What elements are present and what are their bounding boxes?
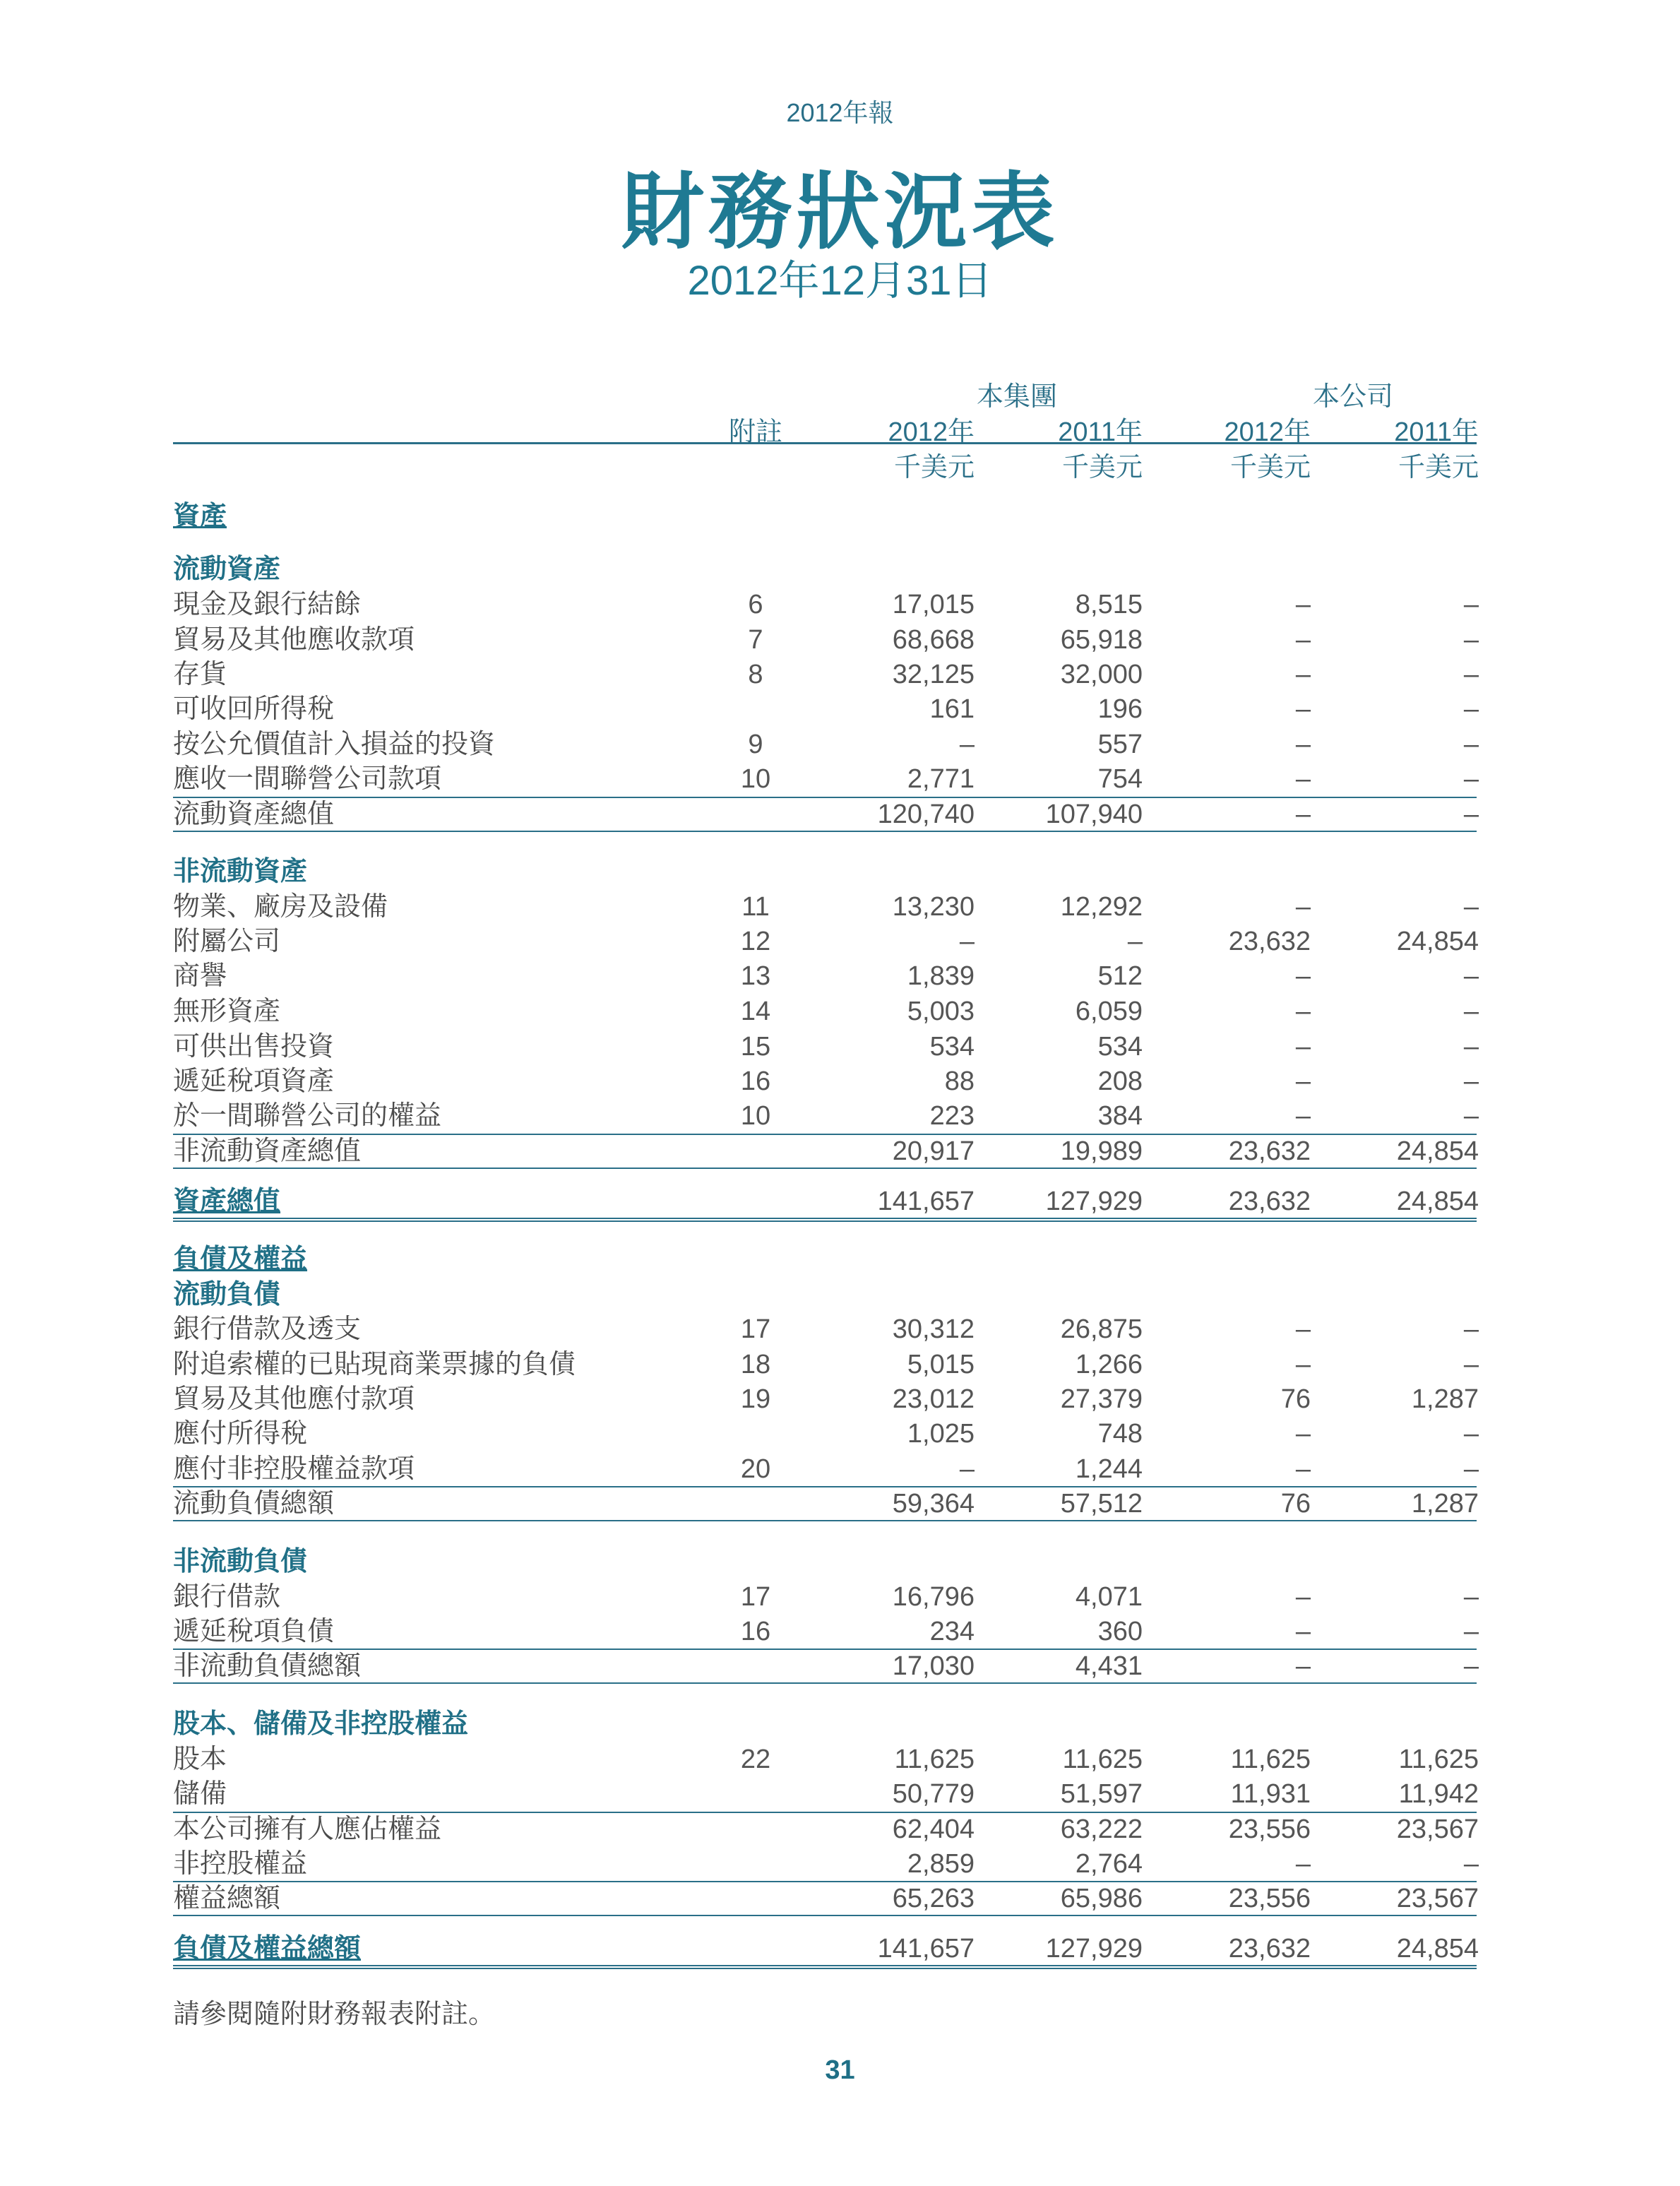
row-value-2: 748 (1097, 1419, 1143, 1449)
row-value-3: – (1295, 1067, 1311, 1096)
row-value-3: – (1295, 1350, 1311, 1379)
row-value-4: 11,625 (1398, 1745, 1479, 1774)
page-number: 31 (825, 2055, 855, 2085)
row-value-4: 24,854 (1396, 927, 1479, 956)
row-value-2: 127,929 (1045, 1187, 1143, 1216)
row-label: 股本 (173, 1745, 227, 1774)
row-label: 無形資產 (173, 997, 281, 1026)
row-value-3: – (1295, 625, 1311, 655)
row-value-1: 16,796 (892, 1582, 975, 1612)
row-value-1: 234 (929, 1617, 975, 1646)
row-value-1: 141,657 (877, 1934, 975, 1964)
table-row (0, 588, 1680, 621)
row-note: 6 (748, 590, 763, 619)
row-value-1: 68,668 (892, 625, 975, 655)
row-value-2: 1,244 (1075, 1454, 1143, 1484)
row-value-4: – (1463, 1419, 1479, 1449)
row-rule (173, 1812, 1477, 1813)
row-label: 非流動負債總額 (173, 1651, 362, 1681)
row-note: 12 (740, 927, 771, 956)
row-label: 應付非控股權益款項 (173, 1454, 415, 1484)
row-value-2: 8,515 (1075, 590, 1143, 619)
row-note: 20 (740, 1454, 771, 1484)
row-value-2: 65,918 (1060, 625, 1143, 655)
double-rule (173, 1218, 1477, 1222)
row-value-3: – (1295, 1651, 1311, 1681)
row-value-3: 76 (1280, 1384, 1311, 1414)
table-row (0, 1065, 1680, 1098)
row-value-3: – (1295, 764, 1311, 794)
row-note: 16 (740, 1617, 771, 1646)
row-value-3: 23,632 (1228, 1136, 1311, 1166)
table-row (0, 763, 1680, 795)
row-label: 貿易及其他應付款項 (173, 1384, 415, 1414)
row-value-2: 512 (1097, 961, 1143, 991)
row-label: 於一間聯營公司的權益 (173, 1101, 442, 1131)
year-header-1: 2012年 (888, 417, 975, 447)
row-value-2: 65,986 (1060, 1884, 1143, 1913)
unit-header-1: 千美元 (893, 453, 975, 482)
row-value-1: 30,312 (892, 1314, 975, 1344)
row-rule (173, 1881, 1477, 1882)
row-value-1: 23,012 (892, 1384, 975, 1414)
row-value-3: – (1295, 1419, 1311, 1449)
row-value-1: – (959, 927, 975, 956)
table-row (0, 1030, 1680, 1063)
annual-report-label: 2012年報 (786, 98, 894, 127)
table-row (0, 891, 1680, 923)
row-value-1: 534 (929, 1032, 975, 1062)
row-note: 11 (741, 892, 770, 922)
row-rule (173, 1682, 1477, 1684)
table-row (0, 1743, 1680, 1776)
row-value-1: 32,125 (892, 660, 975, 689)
table-row (0, 1348, 1680, 1381)
row-value-2: 27,379 (1060, 1384, 1143, 1414)
row-value-4: – (1463, 1032, 1479, 1062)
total-row (0, 1135, 1680, 1168)
row-value-2: 557 (1097, 730, 1143, 759)
main-row (0, 500, 1680, 533)
row-value-2: 196 (1097, 694, 1143, 724)
row-rule (173, 1168, 1477, 1169)
row-rule (173, 1520, 1477, 1521)
row-label: 存貨 (173, 660, 227, 689)
row-note: 10 (740, 764, 771, 794)
row-value-3: 11,931 (1230, 1779, 1311, 1809)
row-label: 非流動負債 (173, 1547, 308, 1576)
table-row (0, 728, 1680, 761)
row-value-2: 19,989 (1060, 1136, 1143, 1166)
table-row (0, 1313, 1680, 1346)
row-value-4: – (1463, 1101, 1479, 1131)
table-row (0, 925, 1680, 958)
row-label: 非控股權益 (173, 1849, 308, 1879)
row-value-3: 11,625 (1230, 1745, 1311, 1774)
row-label: 商譽 (173, 961, 227, 991)
row-label: 資產總值 (173, 1187, 281, 1216)
row-value-4: – (1463, 961, 1479, 991)
row-value-3: – (1295, 1617, 1311, 1646)
page-title: 財務狀況表 (621, 166, 1059, 259)
row-value-4: 1,287 (1411, 1384, 1479, 1414)
total-row (0, 798, 1680, 831)
row-value-1: 223 (929, 1101, 975, 1131)
section-row (0, 1278, 1680, 1311)
row-value-3: – (1295, 1849, 1311, 1879)
table-row (0, 693, 1680, 725)
table-row (0, 995, 1680, 1028)
row-value-3: – (1295, 1582, 1311, 1612)
row-value-4: – (1463, 730, 1479, 759)
row-label: 權益總額 (173, 1884, 281, 1913)
row-value-4: 11,942 (1398, 1779, 1479, 1809)
row-value-4: – (1463, 694, 1479, 724)
row-value-4: 24,854 (1396, 1187, 1479, 1216)
row-note: 22 (740, 1745, 771, 1774)
section-row (0, 1545, 1680, 1578)
row-value-1: 17,015 (892, 590, 975, 619)
row-note: 10 (740, 1101, 771, 1131)
row-rule (173, 1134, 1477, 1135)
row-label: 應收一間聯營公司款項 (173, 764, 442, 794)
company-header: 本公司 (1312, 382, 1393, 412)
row-value-3: – (1295, 1101, 1311, 1131)
row-label: 銀行借款 (173, 1582, 281, 1612)
row-label: 附屬公司 (173, 927, 281, 956)
row-value-4: – (1463, 1067, 1479, 1096)
row-value-4: – (1463, 625, 1479, 655)
header-rule (173, 442, 1477, 444)
row-label: 物業、廠房及設備 (173, 892, 388, 922)
row-value-1: 1,839 (907, 961, 975, 991)
row-value-2: 26,875 (1060, 1314, 1143, 1344)
row-value-2: – (1127, 927, 1143, 956)
row-value-2: 1,266 (1075, 1350, 1143, 1379)
row-label: 流動負債 (173, 1280, 281, 1309)
row-label: 流動負債總額 (173, 1489, 335, 1519)
group-header: 本集團 (976, 382, 1057, 412)
row-value-4: 23,567 (1396, 1814, 1479, 1844)
unit-header-2: 千美元 (1061, 453, 1143, 482)
row-note: 17 (740, 1582, 771, 1612)
grand-row (0, 1932, 1680, 1965)
row-label: 儲備 (173, 1779, 227, 1809)
row-value-4: – (1463, 1582, 1479, 1612)
row-value-1: 5,003 (907, 997, 975, 1026)
row-value-4: – (1463, 590, 1479, 619)
row-label: 遞延稅項資產 (173, 1067, 335, 1096)
unit-header-4: 千美元 (1398, 453, 1479, 482)
row-note: 17 (740, 1314, 771, 1344)
row-value-1: 20,917 (892, 1136, 975, 1166)
row-value-4: – (1463, 1651, 1479, 1681)
row-value-1: – (959, 1454, 975, 1484)
row-note: 19 (740, 1384, 771, 1414)
year-header-3: 2012年 (1224, 417, 1311, 447)
row-value-3: – (1295, 1454, 1311, 1484)
year-header-4: 2011年 (1394, 417, 1479, 447)
row-note: 15 (740, 1032, 771, 1062)
row-value-1: 65,263 (892, 1884, 975, 1913)
row-rule (173, 1915, 1477, 1916)
row-value-2: 6,059 (1075, 997, 1143, 1026)
row-value-3: 76 (1280, 1489, 1311, 1519)
row-label: 本公司擁有人應佔權益 (173, 1814, 442, 1844)
table-row (0, 1778, 1680, 1810)
row-label: 按公允價值計入損益的投資 (173, 730, 496, 759)
total-row (0, 1650, 1680, 1682)
table-row (0, 1453, 1680, 1485)
row-value-2: 4,431 (1075, 1651, 1143, 1681)
row-value-2: 4,071 (1075, 1582, 1143, 1612)
row-value-3: 23,556 (1228, 1884, 1311, 1913)
row-rule (173, 1649, 1477, 1650)
row-value-3: – (1295, 660, 1311, 689)
row-value-2: 11,625 (1062, 1745, 1143, 1774)
section-row (0, 553, 1680, 586)
row-value-2: 63,222 (1060, 1814, 1143, 1844)
row-value-1: 17,030 (892, 1651, 975, 1681)
row-label: 貿易及其他應收款項 (173, 625, 415, 655)
row-value-2: 127,929 (1045, 1934, 1143, 1964)
row-value-4: 24,854 (1396, 1136, 1479, 1166)
row-value-1: 1,025 (907, 1419, 975, 1449)
row-label: 可收回所得稅 (173, 694, 335, 724)
table-row (0, 1418, 1680, 1450)
statement-date: 2012年12月31日 (687, 258, 993, 304)
row-value-2: 384 (1097, 1101, 1143, 1131)
row-rule (173, 1486, 1477, 1487)
row-value-3: – (1295, 730, 1311, 759)
row-label: 遞延稅項負債 (173, 1617, 335, 1646)
note-header: 附註 (728, 417, 782, 447)
row-value-4: – (1463, 1350, 1479, 1379)
row-value-3: 23,632 (1228, 1187, 1311, 1216)
row-value-3: – (1295, 1314, 1311, 1344)
row-label: 流動資產 (173, 554, 281, 584)
row-value-4: 1,287 (1411, 1489, 1479, 1519)
row-value-1: 88 (944, 1067, 975, 1096)
section-row (0, 855, 1680, 888)
table-row (0, 1383, 1680, 1415)
row-value-2: 534 (1097, 1032, 1143, 1062)
row-note: 16 (740, 1067, 771, 1096)
row-value-3: – (1295, 1032, 1311, 1062)
row-value-2: 57,512 (1060, 1489, 1143, 1519)
table-row (0, 1581, 1680, 1613)
table-row (0, 658, 1680, 691)
footnote: 請參閱隨附財務報表附註。 (173, 2000, 496, 2029)
row-label: 銀行借款及透支 (173, 1314, 362, 1344)
row-value-3: 23,632 (1228, 1934, 1311, 1964)
row-value-2: 2,764 (1075, 1849, 1143, 1879)
row-value-1: 5,015 (907, 1350, 975, 1379)
table-row (0, 1848, 1680, 1880)
table-row (0, 960, 1680, 992)
total-row (0, 1882, 1680, 1915)
row-label: 資產 (173, 501, 227, 531)
double-rule (173, 1965, 1477, 1969)
row-value-3: – (1295, 997, 1311, 1026)
row-value-2: 107,940 (1045, 800, 1143, 829)
row-note: 7 (748, 625, 763, 655)
row-label: 現金及銀行結餘 (173, 590, 362, 619)
row-rule (173, 797, 1477, 798)
row-note: 18 (740, 1350, 771, 1379)
year-header-2: 2011年 (1058, 417, 1143, 447)
row-label: 可供出售投資 (173, 1032, 335, 1062)
row-value-3: – (1295, 892, 1311, 922)
row-note: 14 (740, 997, 771, 1026)
row-label: 非流動資產總值 (173, 1136, 362, 1166)
row-note: 13 (740, 961, 771, 991)
row-value-1: 161 (929, 694, 975, 724)
row-value-4: 23,567 (1396, 1884, 1479, 1913)
row-note: 9 (748, 730, 763, 759)
row-value-3: – (1295, 694, 1311, 724)
table-row (0, 1100, 1680, 1132)
row-label: 負債及權益總額 (173, 1934, 362, 1964)
row-value-4: – (1463, 764, 1479, 794)
row-value-4: – (1463, 892, 1479, 922)
grand-row (0, 1185, 1680, 1218)
row-value-4: – (1463, 997, 1479, 1026)
row-value-1: 59,364 (892, 1489, 975, 1519)
row-value-2: 12,292 (1060, 892, 1143, 922)
row-value-4: – (1463, 1849, 1479, 1879)
row-value-1: 141,657 (877, 1187, 975, 1216)
row-value-2: 754 (1097, 764, 1143, 794)
row-value-3: 23,556 (1228, 1814, 1311, 1844)
row-label: 負債及權益 (173, 1245, 308, 1274)
row-value-4: – (1463, 1454, 1479, 1484)
row-value-1: 2,771 (907, 764, 975, 794)
row-value-3: 23,632 (1228, 927, 1311, 956)
row-value-1: 50,779 (892, 1779, 975, 1809)
section-row (0, 1708, 1680, 1740)
row-value-1: 120,740 (877, 800, 975, 829)
row-value-2: 51,597 (1060, 1779, 1143, 1809)
row-value-2: 208 (1097, 1067, 1143, 1096)
row-value-1: 13,230 (892, 892, 975, 922)
row-value-3: – (1295, 800, 1311, 829)
row-label: 應付所得稅 (173, 1419, 308, 1449)
row-label: 非流動資產 (173, 857, 308, 886)
row-value-1: 62,404 (892, 1814, 975, 1844)
row-value-4: 24,854 (1396, 1934, 1479, 1964)
row-value-1: 2,859 (907, 1849, 975, 1879)
table-row (0, 1615, 1680, 1648)
row-value-4: – (1463, 800, 1479, 829)
row-value-4: – (1463, 1314, 1479, 1344)
row-label: 流動資產總值 (173, 800, 335, 829)
total-row (0, 1487, 1680, 1520)
table-row (0, 624, 1680, 656)
row-value-1: – (959, 730, 975, 759)
row-value-3: – (1295, 961, 1311, 991)
row-value-2: 360 (1097, 1617, 1143, 1646)
row-label: 附追索權的已貼現商業票據的負債 (173, 1350, 576, 1379)
unit-header-3: 千美元 (1229, 453, 1311, 482)
row-value-4: – (1463, 1617, 1479, 1646)
row-rule (173, 831, 1477, 832)
row-note: 8 (748, 660, 763, 689)
main-row (0, 1243, 1680, 1276)
row-value-4: – (1463, 660, 1479, 689)
row-label: 股本、儲備及非控股權益 (173, 1709, 469, 1739)
row-value-3: – (1295, 590, 1311, 619)
row-value-2: 32,000 (1060, 660, 1143, 689)
row-value-1: 11,625 (894, 1745, 975, 1774)
subtotal-row (0, 1813, 1680, 1846)
